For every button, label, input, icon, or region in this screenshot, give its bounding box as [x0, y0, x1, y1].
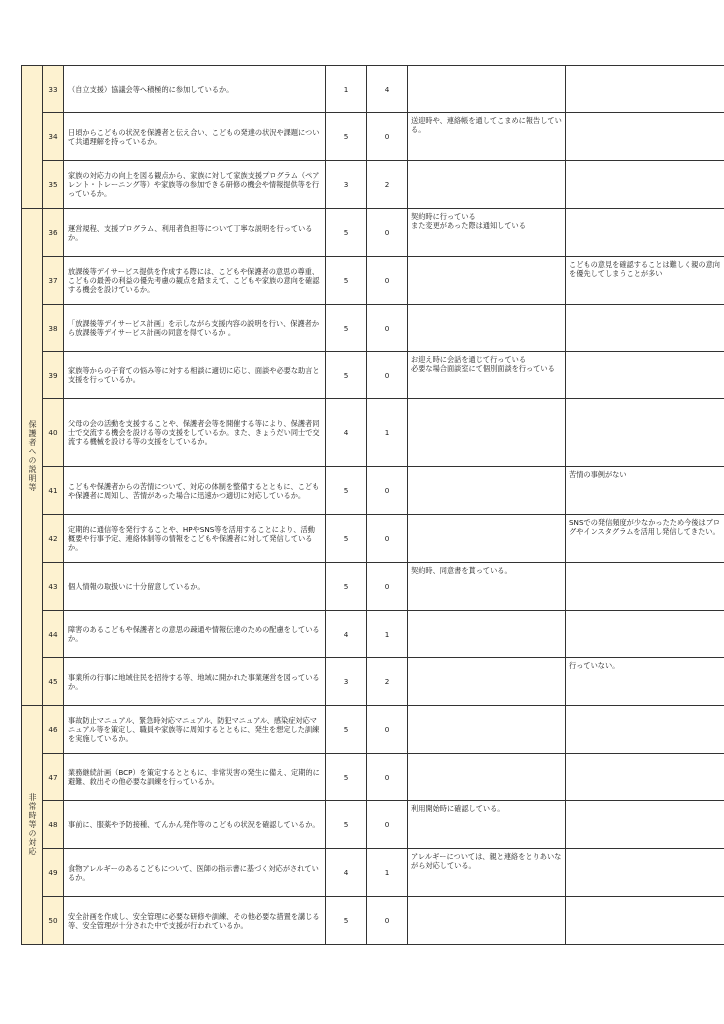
- item-content: 家族等からの子育ての悩み等に対する相談に適切に応じ、面談や必要な助言と支援を行っているか。: [64, 352, 326, 399]
- row-number: 45: [43, 658, 64, 706]
- table-row: [22, 399, 724, 467]
- no-count: 0: [367, 515, 408, 563]
- row-number: 42: [43, 515, 64, 563]
- no-count: 1: [367, 399, 408, 467]
- table-row: [22, 467, 724, 515]
- office-comment: 利用開始時に確認している。: [408, 801, 566, 849]
- parent-comment: 苦情の事例がない: [566, 467, 724, 515]
- item-content: 事前に、服薬や予防接種、てんかん発作等のこどもの状況を確認しているか。: [64, 801, 326, 849]
- row-number: 39: [43, 352, 64, 399]
- parent-comment: [566, 66, 724, 113]
- table-row: [22, 352, 724, 399]
- item-content: 家族の対応力の向上を図る観点から、家族に対して家族支援プログラム（ペアレント・トレーニング等）や家族等の参加できる研修の機会や情報提供等を行っているか。: [64, 161, 326, 209]
- item-content: こどもや保護者からの苦情について、対応の体制を整備するとともに、こどもや保護者に周知し、苦情があった場合に迅速かつ適切に対応しているか。: [64, 467, 326, 515]
- item-content: 事業所の行事に地域住民を招待する等、地域に開かれた事業運営を図っているか。: [64, 658, 326, 706]
- no-count: 0: [367, 113, 408, 161]
- table-row: [22, 515, 724, 563]
- yes-count: 5: [326, 706, 367, 754]
- office-comment: [408, 161, 566, 209]
- office-comment: [408, 467, 566, 515]
- yes-count: 5: [326, 113, 367, 161]
- parent-comment: [566, 611, 724, 658]
- row-number: 35: [43, 161, 64, 209]
- no-count: 1: [367, 849, 408, 897]
- parent-comment: 行っていない。: [566, 658, 724, 706]
- office-comment: [408, 611, 566, 658]
- parent-comment: [566, 801, 724, 849]
- item-content: 定期的に通信等を発行することや、HPやSNS等を活用することにより、活動概要や行事予定、連絡体制等の情報をこどもや保護者に対して発信しているか。: [64, 515, 326, 563]
- yes-count: 4: [326, 399, 367, 467]
- no-count: 1: [367, 611, 408, 658]
- row-number: 33: [43, 66, 64, 113]
- item-content: 個人情報の取扱いに十分留意しているか。: [64, 563, 326, 611]
- item-content: 運営規程、支援プログラム、利用者負担等について丁寧な説明を行っているか。: [64, 209, 326, 257]
- office-comment: 契約時に行っている また変更があった際は通知している: [408, 209, 566, 257]
- yes-count: 5: [326, 897, 367, 945]
- item-content: 「放課後等デイサービス計画」を示しながら支援内容の説明を行い、保護者から放課後等デイサービス計画の同意を得ているか 。: [64, 305, 326, 352]
- parent-comment: [566, 754, 724, 801]
- table-row: [22, 113, 724, 161]
- row-number: 48: [43, 801, 64, 849]
- no-count: 0: [367, 801, 408, 849]
- category-family-support: [22, 66, 43, 209]
- parent-comment: [566, 399, 724, 467]
- parent-comment: [566, 706, 724, 754]
- yes-count: 5: [326, 754, 367, 801]
- yes-count: 5: [326, 563, 367, 611]
- no-count: 0: [367, 305, 408, 352]
- table-row: [22, 611, 724, 658]
- office-comment: [408, 754, 566, 801]
- parent-comment: [566, 563, 724, 611]
- table-row: [22, 706, 724, 754]
- no-count: 0: [367, 467, 408, 515]
- yes-count: 4: [326, 849, 367, 897]
- parent-comment: SNSでの発信頻度が少なかったため今後はブログやインスタグラムを活用し発信してきたい。: [566, 515, 724, 563]
- table-row: [22, 658, 724, 706]
- item-content: 父母の会の活動を支援することや、保護者会等を開催する等により、保護者同士で交流する機会を設ける等の支援をしているか。また、きょうだい同士で交流する機械を設ける等の支援をしているか。: [64, 399, 326, 467]
- row-number: 46: [43, 706, 64, 754]
- office-comment: [408, 305, 566, 352]
- parent-comment: [566, 352, 724, 399]
- no-count: 4: [367, 66, 408, 113]
- office-comment: [408, 66, 566, 113]
- row-number: 47: [43, 754, 64, 801]
- table-row: [22, 897, 724, 945]
- yes-count: 1: [326, 66, 367, 113]
- item-content: 業務継続計画（BCP）を策定するとともに、非常災害の発生に備え、定期的に避難、救出その他必要な訓練を行っているか。: [64, 754, 326, 801]
- office-comment: [408, 257, 566, 305]
- parent-comment: [566, 305, 724, 352]
- row-number: 50: [43, 897, 64, 945]
- parent-comment: [566, 897, 724, 945]
- yes-count: 3: [326, 658, 367, 706]
- row-number: 34: [43, 113, 64, 161]
- no-count: 0: [367, 352, 408, 399]
- yes-count: 5: [326, 352, 367, 399]
- row-number: 43: [43, 563, 64, 611]
- parent-comment: こどもの意見を確認することは難しく親の意向を優先してしまうことが多い: [566, 257, 724, 305]
- yes-count: 5: [326, 801, 367, 849]
- office-comment: 送迎時や、連絡帳を通してこまめに報告している。: [408, 113, 566, 161]
- no-count: 0: [367, 563, 408, 611]
- yes-count: 3: [326, 161, 367, 209]
- yes-count: 5: [326, 305, 367, 352]
- table-row: [22, 563, 724, 611]
- no-count: 0: [367, 209, 408, 257]
- item-content: 障害のあるこどもや保護者との意思の疎通や情報伝達のための配慮をしているか。: [64, 611, 326, 658]
- row-number: 41: [43, 467, 64, 515]
- evaluation-table: [21, 65, 724, 945]
- table-row: [22, 66, 724, 113]
- table-row: [22, 257, 724, 305]
- office-comment: [408, 515, 566, 563]
- office-comment: [408, 897, 566, 945]
- office-comment: [408, 658, 566, 706]
- no-count: 0: [367, 897, 408, 945]
- item-content: 日頃からこどもの状況を保護者と伝え合い、こどもの発達の状況や課題について共通理解を持っているか。: [64, 113, 326, 161]
- parent-comment: [566, 209, 724, 257]
- table-row: [22, 754, 724, 801]
- yes-count: 5: [326, 209, 367, 257]
- category-emergency: 非常時等の対応: [22, 706, 43, 945]
- item-content: （自立支援）協議会等へ積極的に参加しているか。: [64, 66, 326, 113]
- yes-count: 5: [326, 467, 367, 515]
- table-row: [22, 161, 724, 209]
- row-number: 36: [43, 209, 64, 257]
- no-count: 2: [367, 161, 408, 209]
- no-count: 2: [367, 658, 408, 706]
- row-number: 44: [43, 611, 64, 658]
- row-number: 40: [43, 399, 64, 467]
- row-number: 38: [43, 305, 64, 352]
- office-comment: [408, 706, 566, 754]
- parent-comment: [566, 849, 724, 897]
- parent-comment: [566, 113, 724, 161]
- item-content: 事故防止マニュアル、緊急時対応マニュアル、防犯マニュアル、感染症対応マニュアル等を策定し、職員や家族等に周知するとともに、発生を想定した訓練を実施しているか。: [64, 706, 326, 754]
- table-row: [22, 801, 724, 849]
- item-content: 食物アレルギーのあるこどもについて、医師の指示書に基づく対応がされているか。: [64, 849, 326, 897]
- parent-comment: [566, 161, 724, 209]
- office-comment: お迎え時に会話を通じて行っている 必要な場合面談室にて個別面談を行っている: [408, 352, 566, 399]
- row-number: 37: [43, 257, 64, 305]
- office-comment: [408, 399, 566, 467]
- no-count: 0: [367, 706, 408, 754]
- item-content: 放課後等デイサービス提供を作成する際には、こどもや保護者の意思の尊重、こどもの最善の利益の優先考慮の観点を踏まえて、こどもや家族の意向を確認する機会を設けているか。: [64, 257, 326, 305]
- item-content: 安全計画を作成し、安全管理に必要な研修や訓練、その他必要な措置を講じる等、安全管理が十分された中で支援が行われているか。: [64, 897, 326, 945]
- table-row: [22, 849, 724, 897]
- category-explanation: 保護者への説明等: [22, 209, 43, 706]
- office-comment: アレルギーについては、親と連絡をとりあいながら対応している。: [408, 849, 566, 897]
- no-count: 0: [367, 754, 408, 801]
- yes-count: 5: [326, 515, 367, 563]
- table-row: [22, 305, 724, 352]
- row-number: 49: [43, 849, 64, 897]
- yes-count: 5: [326, 257, 367, 305]
- yes-count: 4: [326, 611, 367, 658]
- table-row: [22, 209, 724, 257]
- no-count: 0: [367, 257, 408, 305]
- office-comment: 契約時、同意書を貰っている。: [408, 563, 566, 611]
